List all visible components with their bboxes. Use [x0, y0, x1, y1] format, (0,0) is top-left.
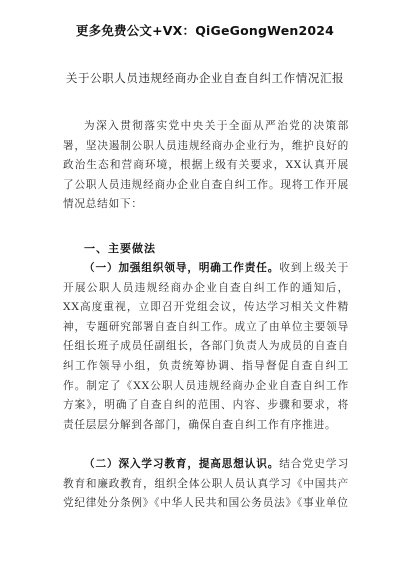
paragraph-item-2 — [63, 455, 349, 514]
paragraph-item-1 — [63, 259, 349, 435]
section-heading: 一、主要做法 — [84, 242, 156, 255]
item-2-text: 结合党史学习教育和廉政教育，组织全体公职人员认真学习《中国共产党纪律处分条例》《中华人民共和国公务员法》《事业单位 — [63, 458, 349, 510]
document-title: 关于公职人员违规经商办企业自查自纠工作情况汇报 — [65, 71, 345, 85]
intro-paragraph: 为深入贯彻落实党中央关于全面从严治党的决策部署，坚决遏制公职人员违规经商办企业行为，维护良好的政治生态和营商环境，根据上级有关要求，XX认真开展了公职人员违规经商办企业自查自纠工作。现将工作开展情况总结如下： — [63, 120, 349, 211]
item-2-lead: （二）深入学习教育，提高思想认识。 — [84, 458, 280, 470]
item-1-lead: （一）加强组织领导，明确工作责任。 — [84, 262, 280, 274]
item-1-text: 收到上级关于开展公职人员违规经商办企业自查自纠工作的通知后，XX高度重视，立即召开党组会议，传达学习相关文件精神，专题研究部署自查自纠工作。成立了由单位主要领导任组长班子成员任副组长，各部门负责人为成员的自查自纠工作领导小组，负责统筹协调、指导督促自查自纠工作。制定了《XX公职人员违规经商办企业自查自纠工作方案》，明确了自查自纠的范围、内容、步骤和要求，将责任层层分解到各部门，确保自查自纠工作有序推进。 — [63, 262, 349, 431]
promo-banner: 更多免费公文+VX：QiGeGongWen2024 — [75, 23, 335, 38]
